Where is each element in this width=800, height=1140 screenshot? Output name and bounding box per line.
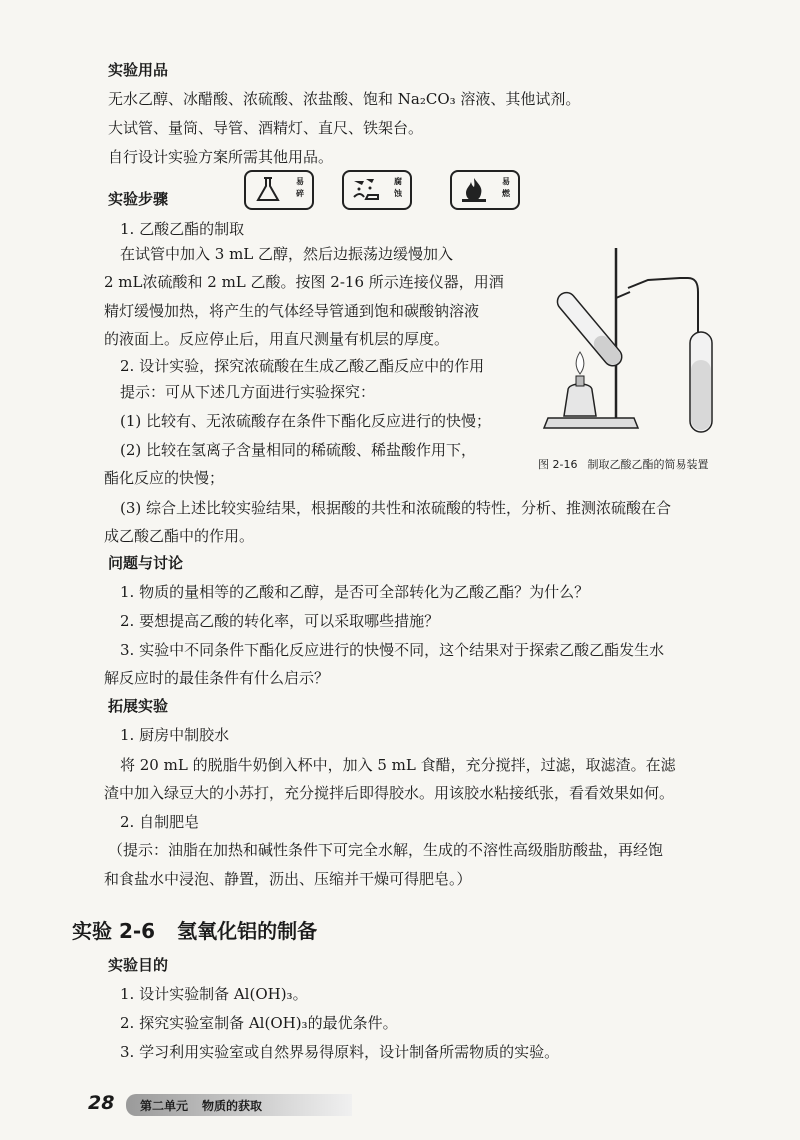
materials-heading: 实验用品 (108, 61, 169, 79)
step1-text: 2 mL浓硫酸和 2 mL 乙酸。按图 2-16 所示连接仪器，用酒 (104, 273, 504, 291)
step2-title: 2. 设计实验，探究浓硫酸在生成乙酸乙酯反应中的作用 (120, 357, 485, 375)
discussion-question: 2. 要想提高乙酸的转化率，可以采取哪些措施？ (120, 612, 440, 630)
safety-label: 易燃 (502, 177, 510, 198)
corrosive-warning (342, 170, 412, 210)
experiment-title (72, 918, 317, 944)
purpose-heading: 实验目的 (108, 956, 169, 974)
extension-item-title: 2. 自制肥皂 (120, 813, 200, 831)
materials-line: 自行设计实验方案所需其他用品。 (108, 148, 334, 166)
discussion-question: 3. 实验中不同条件下酯化反应进行的快慢不同，这个结果对于探索乙酸乙酯发生水 (120, 641, 665, 659)
step2-point: (1) 比较有、无浓硫酸存在条件下酯化反应进行的快慢； (120, 412, 492, 430)
steps-heading: 实验步骤 (108, 190, 169, 208)
step2-hint: 提示：可从下述几方面进行实验探究： (120, 383, 376, 401)
materials-line: 大试管、量筒、导管、酒精灯、直尺、铁架台。 (108, 119, 424, 137)
chapter-label (140, 1097, 262, 1114)
unit-label: 第二单元 (140, 1099, 189, 1113)
safety-label: 易碎 (296, 177, 304, 198)
step1-text: 在试管中加入 3 mL 乙醇，然后边振荡边缓慢加入 (120, 245, 454, 263)
flask-icon (252, 175, 284, 203)
chapter-name: 物质的获取 (202, 1099, 263, 1113)
flammable-warning (450, 170, 520, 210)
extension-text: （提示：油脂在加热和碱性条件下可完全水解，生成的不溶性高级脂肪酸盐，再经饱 (108, 841, 664, 859)
fragile-warning (244, 170, 314, 210)
purpose-item: 2. 探究实验室制备 Al(OH)₃的最优条件。 (120, 1014, 398, 1032)
figure-caption-text: 制取乙酸乙酯的简易装置 (587, 458, 709, 471)
page-number: 28 (88, 1092, 115, 1114)
step2-point: 酯化反应的快慢； (104, 469, 225, 487)
extension-text: 渣中加入绿豆大的小苏打，充分搅拌后即得胶水。用该胶水粘接纸张，看看效果如何。 (104, 784, 675, 802)
step2-point: (3) 综合上述比较实验结果，根据酸的共性和浓硫酸的特性，分析、推测浓硫酸在合 (120, 499, 672, 517)
extension-item-title: 1. 厨房中制胶水 (120, 726, 230, 744)
safety-label: 腐蚀 (394, 177, 402, 198)
figure-number: 图 2-16 (538, 458, 578, 471)
step1-text: 精灯缓慢加热，将产生的气体经导管通到饱和碳酸钠溶液 (104, 302, 480, 320)
discussion-question: 解反应时的最佳条件有什么启示？ (104, 669, 330, 687)
extension-text: 将 20 mL 的脱脂牛奶倒入杯中，加入 5 mL 食醋，充分搅拌，过滤，取滤渣。在滤 (120, 756, 676, 774)
purpose-item: 1. 设计实验制备 Al(OH)₃。 (120, 985, 308, 1003)
materials-line: 无水乙醇、冰醋酸、浓硫酸、浓盐酸、饱和 Na₂CO₃ 溶液、其他试剂。 (108, 90, 581, 108)
discussion-heading: 问题与讨论 (108, 554, 184, 572)
discussion-question: 1. 物质的量相等的乙酸和乙醇，是否可全部转化为乙酸乙酯？为什么？ (120, 583, 590, 601)
extension-text: 和食盐水中浸泡、静置，沥出、压缩并干燥可得肥皂。） (104, 870, 472, 888)
extension-heading: 拓展实验 (108, 697, 169, 715)
flammable-icon (458, 175, 490, 203)
step2-point: (2) 比较在氢离子含量相同的稀硫酸、稀盐酸作用下， (120, 441, 477, 459)
purpose-item: 3. 学习利用实验室或自然界易得原料，设计制备所需物质的实验。 (120, 1043, 560, 1061)
ethyl-acetate-apparatus-figure (530, 240, 730, 440)
figure-caption (538, 458, 708, 472)
corrosive-icon (350, 175, 382, 203)
step1-text: 的液面上。反应停止后，用直尺测量有机层的厚度。 (104, 330, 450, 348)
step1-title: 1. 乙酸乙酯的制取 (120, 220, 245, 238)
experiment-name: 氢氧化铝的制备 (177, 919, 318, 943)
experiment-number: 实验 2-6 (72, 919, 156, 943)
step2-point: 成乙酸乙酯中的作用。 (104, 527, 255, 545)
